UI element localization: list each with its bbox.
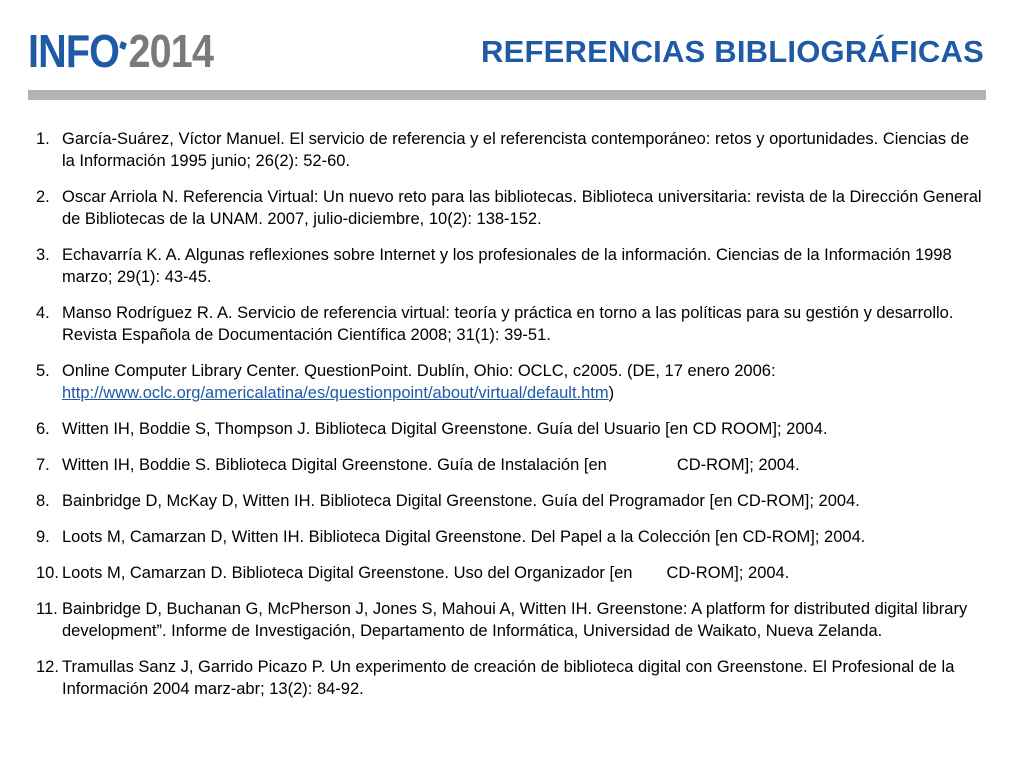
reference-number: 5. — [36, 362, 50, 380]
reference-number: 6. — [36, 420, 50, 438]
reference-text: Online Computer Library Center. QuestionPoint. Dublín, Ohio: OCLC, c2005. (DE, 17 enero 2006: — [62, 362, 776, 380]
reference-text: Manso Rodríguez R. A. Servicio de referencia virtual: teoría y práctica en torno a las políticas para su gestión y desarrollo. Revista Española de Documentación Científica 2008; 31(1): 39-51. — [62, 304, 954, 344]
reference-number: 9. — [36, 528, 50, 546]
reference-item-12 — [36, 656, 986, 700]
reference-text: Tramullas Sanz J, Garrido Picazo P. Un experimento de creación de biblioteca digital con Greenstone. El Profesional de la Información 2004 marz-abr; 13(2): 84-92. — [62, 658, 955, 698]
reference-text-after: ) — [608, 384, 615, 402]
reference-item-5 — [36, 360, 986, 404]
logo-brand: INFO — [28, 25, 120, 77]
reference-item-2 — [36, 186, 986, 230]
reference-number: 12. — [36, 658, 59, 676]
reference-text-tail: CD-ROM]; 2004. — [666, 564, 790, 582]
questionpoint-link[interactable]: http://www.oclc.org/americalatina/es/questionpoint/about/virtual/default.htm — [62, 384, 609, 402]
reference-text-wrapper — [62, 562, 986, 584]
reference-text: Witten IH, Boddie S. Biblioteca Digital Greenstone. Guía de Instalación [en — [62, 456, 607, 474]
reference-number: 1. — [36, 130, 50, 148]
reference-text: Witten IH, Boddie S, Thompson J. Biblioteca Digital Greenstone. Guía del Usuario [en CD ROOM]; 2004. — [62, 420, 828, 438]
reference-number: 7. — [36, 456, 50, 474]
reference-item-8 — [36, 490, 986, 512]
reference-item-1 — [36, 128, 986, 172]
reference-item-9 — [36, 526, 986, 548]
reference-item-4 — [36, 302, 986, 346]
reference-text-wrapper — [62, 360, 986, 404]
header-divider — [28, 90, 986, 100]
reference-number: 3. — [36, 246, 50, 264]
reference-text: Oscar Arriola N. Referencia Virtual: Un nuevo reto para las bibliotecas. Biblioteca universitaria: revista de la Dirección General de Bibliotecas de la UNAM. 2007, julio-diciembre, 10(2): 138-152. — [62, 188, 982, 228]
logo-mark-icon — [119, 41, 127, 50]
reference-text: Loots M, Camarzan D. Biblioteca Digital Greenstone. Uso del Organizador [en — [62, 564, 633, 582]
reference-text: Bainbridge D, McKay D, Witten IH. Biblioteca Digital Greenstone. Guía del Programador [en CD-ROM]; 2004. — [62, 492, 860, 510]
reference-item-10 — [36, 562, 986, 584]
reference-text: García-Suárez, Víctor Manuel. El servicio de referencia y el referencista contemporáneo: retos y oportunidades. Ciencias de la Información 1995 junio; 26(2): 52-60. — [62, 130, 970, 170]
reference-item-11 — [36, 598, 986, 642]
reference-text-wrapper — [62, 454, 986, 476]
logo-year: 2014 — [128, 25, 214, 77]
reference-number: 4. — [36, 304, 50, 322]
reference-text: Loots M, Camarzan D, Witten IH. Biblioteca Digital Greenstone. Del Papel a la Colección [en CD-ROM]; 2004. — [62, 528, 866, 546]
reference-item-3 — [36, 244, 986, 288]
reference-text: Echavarría K. A. Algunas reflexiones sobre Internet y los profesionales de la información. Ciencias de la Información 1998 marzo; 29(1): 43-45. — [62, 246, 952, 286]
reference-number: 2. — [36, 188, 50, 206]
reference-number: 8. — [36, 492, 50, 510]
reference-text-tail: CD-ROM]; 2004. — [676, 456, 800, 474]
reference-text: Bainbridge D, Buchanan G, McPherson J, Jones S, Mahoui A, Witten IH. Greenstone: A platform for distributed digital library development”. Informe de Investigación, Departamento de Informática, Universidad de Waikato, Nueva Zelanda. — [62, 600, 968, 640]
reference-list — [36, 128, 986, 700]
reference-item-7 — [36, 454, 986, 476]
page-title: REFERENCIAS BIBLIOGRÁFICAS — [481, 34, 984, 69]
reference-number: 11. — [36, 600, 58, 618]
reference-number: 10. — [36, 564, 59, 582]
reference-item-6 — [36, 418, 986, 440]
info-2014-logo — [28, 25, 243, 77]
